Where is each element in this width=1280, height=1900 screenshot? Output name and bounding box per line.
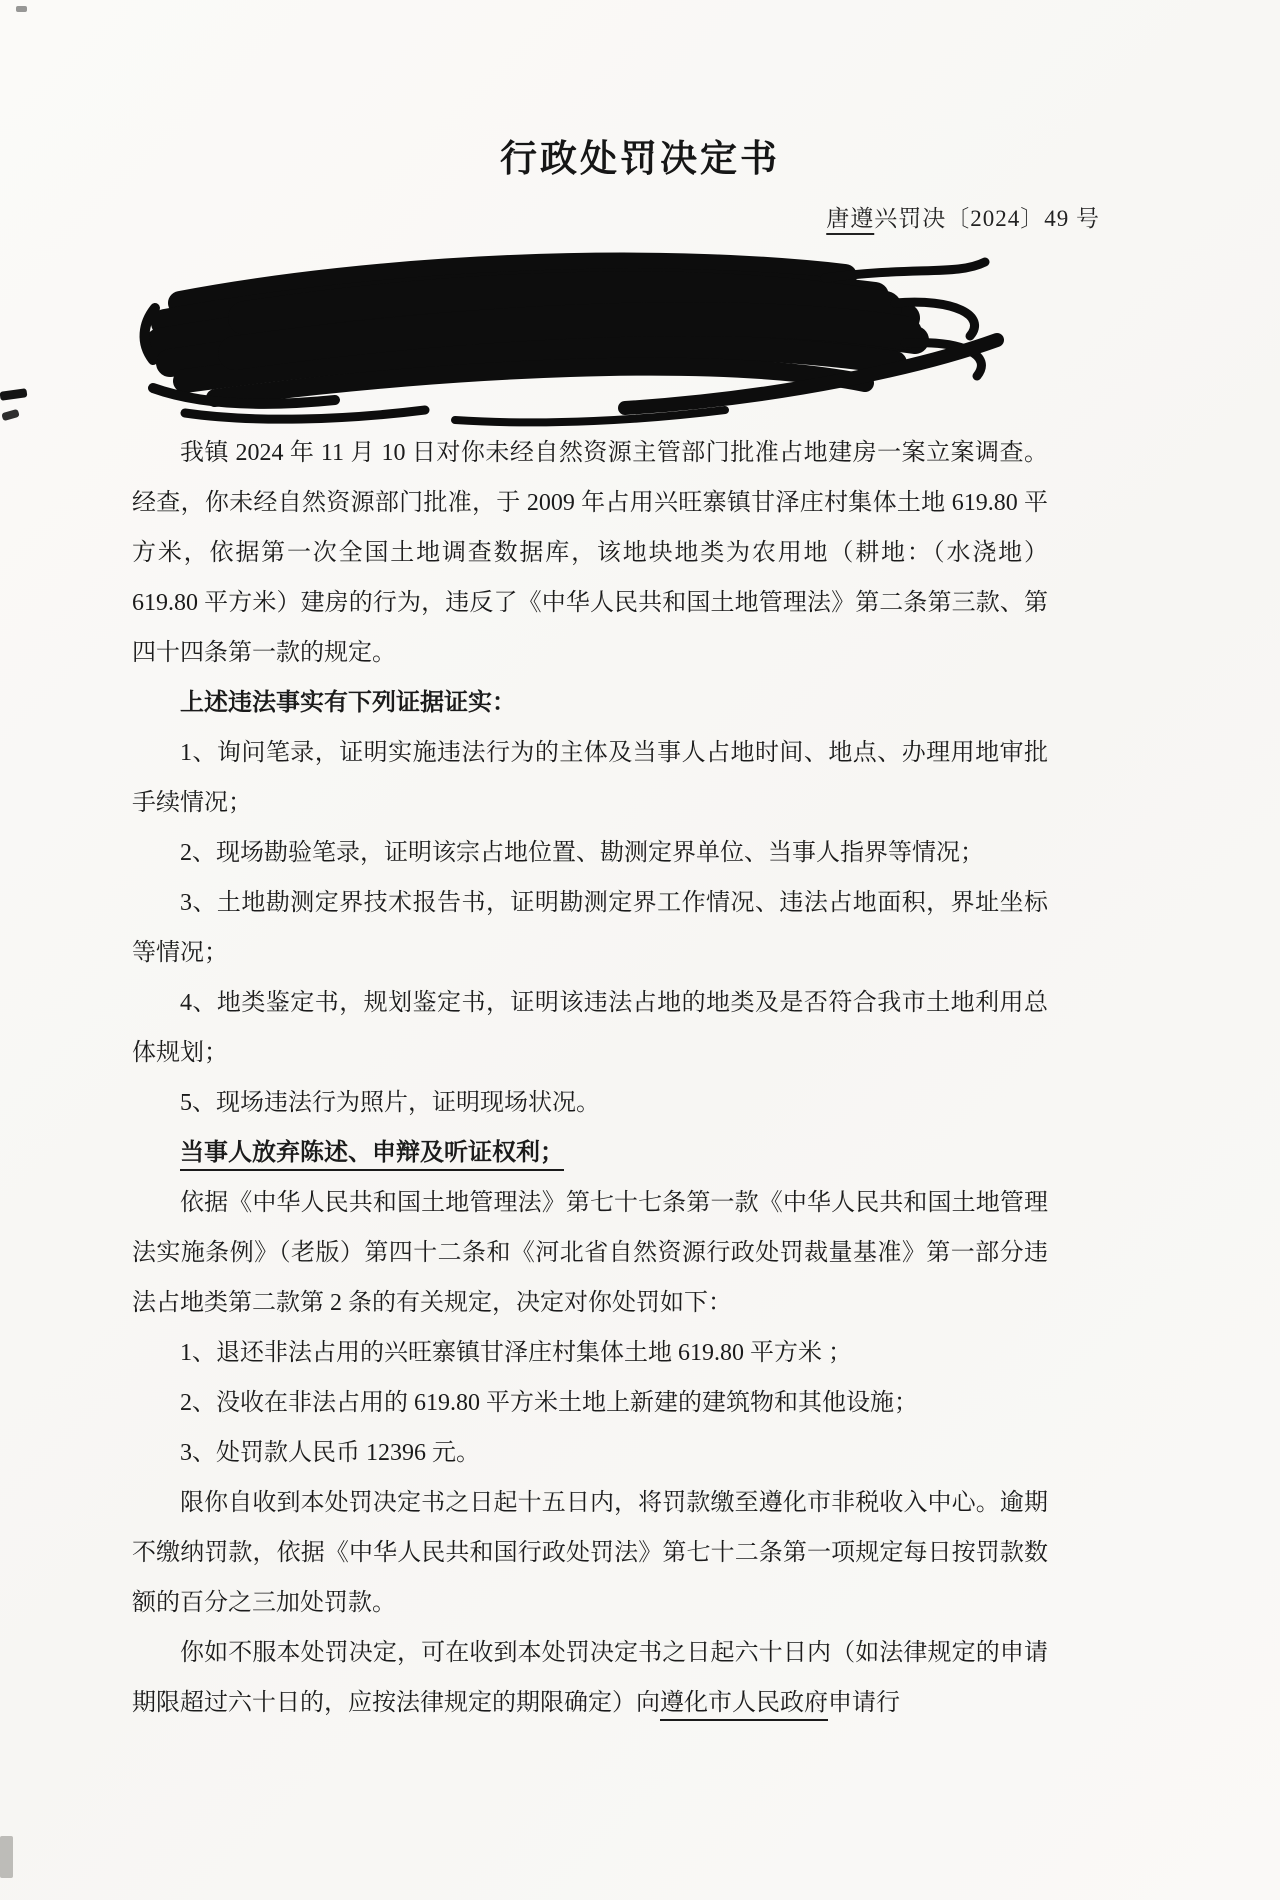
document-number-rest: 兴罚决〔2024〕49 号 <box>874 206 1100 231</box>
text-run: 3、土地勘测定界技术报告书，证明勘测定界工作情况、违法占地面积，界址坐标等情况； <box>132 890 1048 966</box>
paragraph <box>132 1078 1048 1128</box>
text-run: 2、现场勘验笔录，证明该宗占地位置、勘测定界单位、当事人指界等情况； <box>180 840 984 866</box>
paragraph <box>132 1378 1048 1428</box>
text-run: 依据《中华人民共和国土地管理法》第七十七条第一款《中华人民共和国土地管理法实施条例》（老版）第四十二条和《河北省自然资源行政处罚裁量基准》第一部分违法占地类第二款第 2 条的有关规定，决定对你处罚如下： <box>132 1190 1048 1316</box>
text-run: 1、退还非法占用的兴旺寨镇甘泽庄村集体土地 619.80 平方米 ； <box>180 1340 852 1366</box>
text-run: 2、没收在非法占用的 619.80 平方米土地上新建的建筑物和其他设施； <box>180 1390 918 1416</box>
paragraph <box>132 978 1048 1078</box>
text-run: 限你自收到本处罚决定书之日起十五日内，将罚款缴至遵化市非税收入中心。逾期不缴纳罚款，依据《中华人民共和国行政处罚法》第七十二条第一项规定每日按罚款数额的百分之三加处罚款。 <box>132 1490 1048 1616</box>
scan-artifact-mark <box>1 409 20 421</box>
document-body <box>132 428 1048 1728</box>
paragraph <box>132 878 1048 978</box>
scan-artifact-dot <box>16 6 27 12</box>
text-run: 申请行 <box>828 1690 900 1716</box>
underlined-text: 遵化市人民政府 <box>660 1690 828 1716</box>
text-run: 3、处罚款人民币 12396 元。 <box>180 1440 480 1466</box>
document-number-underlined: 唐遵 <box>826 206 875 231</box>
paragraph <box>132 1628 1048 1728</box>
scan-artifact-mark <box>0 388 27 401</box>
underlined-text: 当事人放弃陈述、申辩及听证权利； <box>180 1140 564 1166</box>
scan-artifact-smudge <box>0 1836 13 1878</box>
paragraph <box>132 678 1048 728</box>
paragraph <box>132 1178 1048 1328</box>
text-run: 4、地类鉴定书，规划鉴定书，证明该违法占地的地类及是否符合我市土地利用总体规划； <box>132 990 1048 1066</box>
paragraph <box>132 828 1048 878</box>
paragraph <box>132 1328 1048 1378</box>
text-run: 上述违法事实有下列证据证实： <box>180 690 516 716</box>
paragraph <box>132 428 1048 678</box>
redaction-scribble <box>125 248 1005 433</box>
paragraph <box>132 728 1048 828</box>
text-run: 我镇 2024 年 11 月 10 日对你未经自然资源主管部门批准占地建房一案立案调查。经查，你未经自然资源部门批准，于 2009 年占用兴旺寨镇甘泽庄村集体土地 619.80 平方米，依据第一次全国土地调查数据库，该地块地类为农用地（耕地：（水浇地）619.80 平方米）建房的行为，违反了《中华人民共和国土地管理法》第二条第三款、第四十四条第一款的规定。 <box>132 440 1048 666</box>
paragraph <box>132 1428 1048 1478</box>
document-number <box>132 200 1100 233</box>
paragraph <box>132 1128 1048 1178</box>
text-run: 5、现场违法行为照片，证明现场状况。 <box>180 1090 600 1116</box>
paragraph <box>132 1478 1048 1628</box>
text-run: 1、询问笔录，证明实施违法行为的主体及当事人占地时间、地点、办理用地审批手续情况； <box>132 740 1048 816</box>
page-title: 行政处罚决定书 <box>500 139 780 180</box>
text-run: 你如不服本处罚决定，可在收到本处罚决定书之日起六十日内（如法律规定的申请期限超过六十日的，应按法律规定的期限确定）向 <box>132 1640 1048 1716</box>
